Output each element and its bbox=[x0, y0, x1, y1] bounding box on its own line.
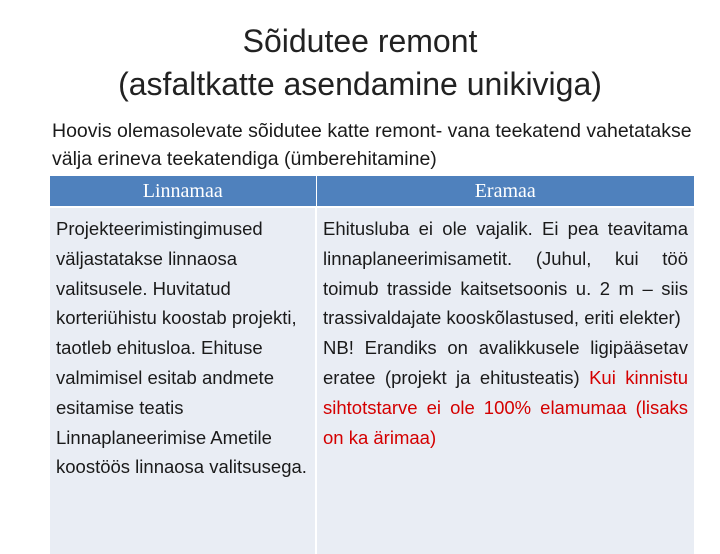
eramaa-text-main: Ehitusluba ei ole vajalik. Ei pea teavitama linnaplaneerimisametit. (Juhul, kui töö toimub trasside kaitsetsoonis u. 2 m – siis trassivaldajate kooskõlastused, eriti elekter) bbox=[323, 218, 688, 329]
eramaa-cell bbox=[316, 207, 694, 554]
title-line-2: (asfaltkatte asendamine unikiviga) bbox=[118, 66, 602, 102]
comparison-table bbox=[50, 176, 694, 554]
table-header-row bbox=[50, 176, 694, 207]
title-line-1: Sõidutee remont bbox=[242, 23, 478, 59]
header-eramaa: Eramaa bbox=[316, 176, 694, 207]
header-linnamaa: Linnamaa bbox=[50, 176, 316, 207]
slide-subtitle: Hoovis olemasolevate sõidutee katte remont- vana teekatend vahetatakse välja erineva teekatendiga (ümberehitamine) bbox=[52, 120, 692, 170]
eramaa-text-exception: NB! Erandiks on avalikkusele ligipääsetav eratee (projekt ja ehitusteatis) bbox=[323, 337, 688, 388]
linnamaa-cell: Projekteerimistingimused väljastatakse linnaosa valitsusele. Huvitatud korteriühistu koostab projekti, taotleb ehitusloa. Ehituse valmimisel esitab andmete esitamise teatis Linnaplaneerimise Ametile koostöös linnaosa valitsusega. bbox=[50, 207, 316, 554]
slide-title bbox=[0, 20, 720, 106]
table-row bbox=[50, 207, 694, 554]
eramaa-text-highlight: Kui kinnistu sihtotstarve ei ole 100% elamumaa (lisaks on ka ärimaa) bbox=[323, 366, 689, 448]
